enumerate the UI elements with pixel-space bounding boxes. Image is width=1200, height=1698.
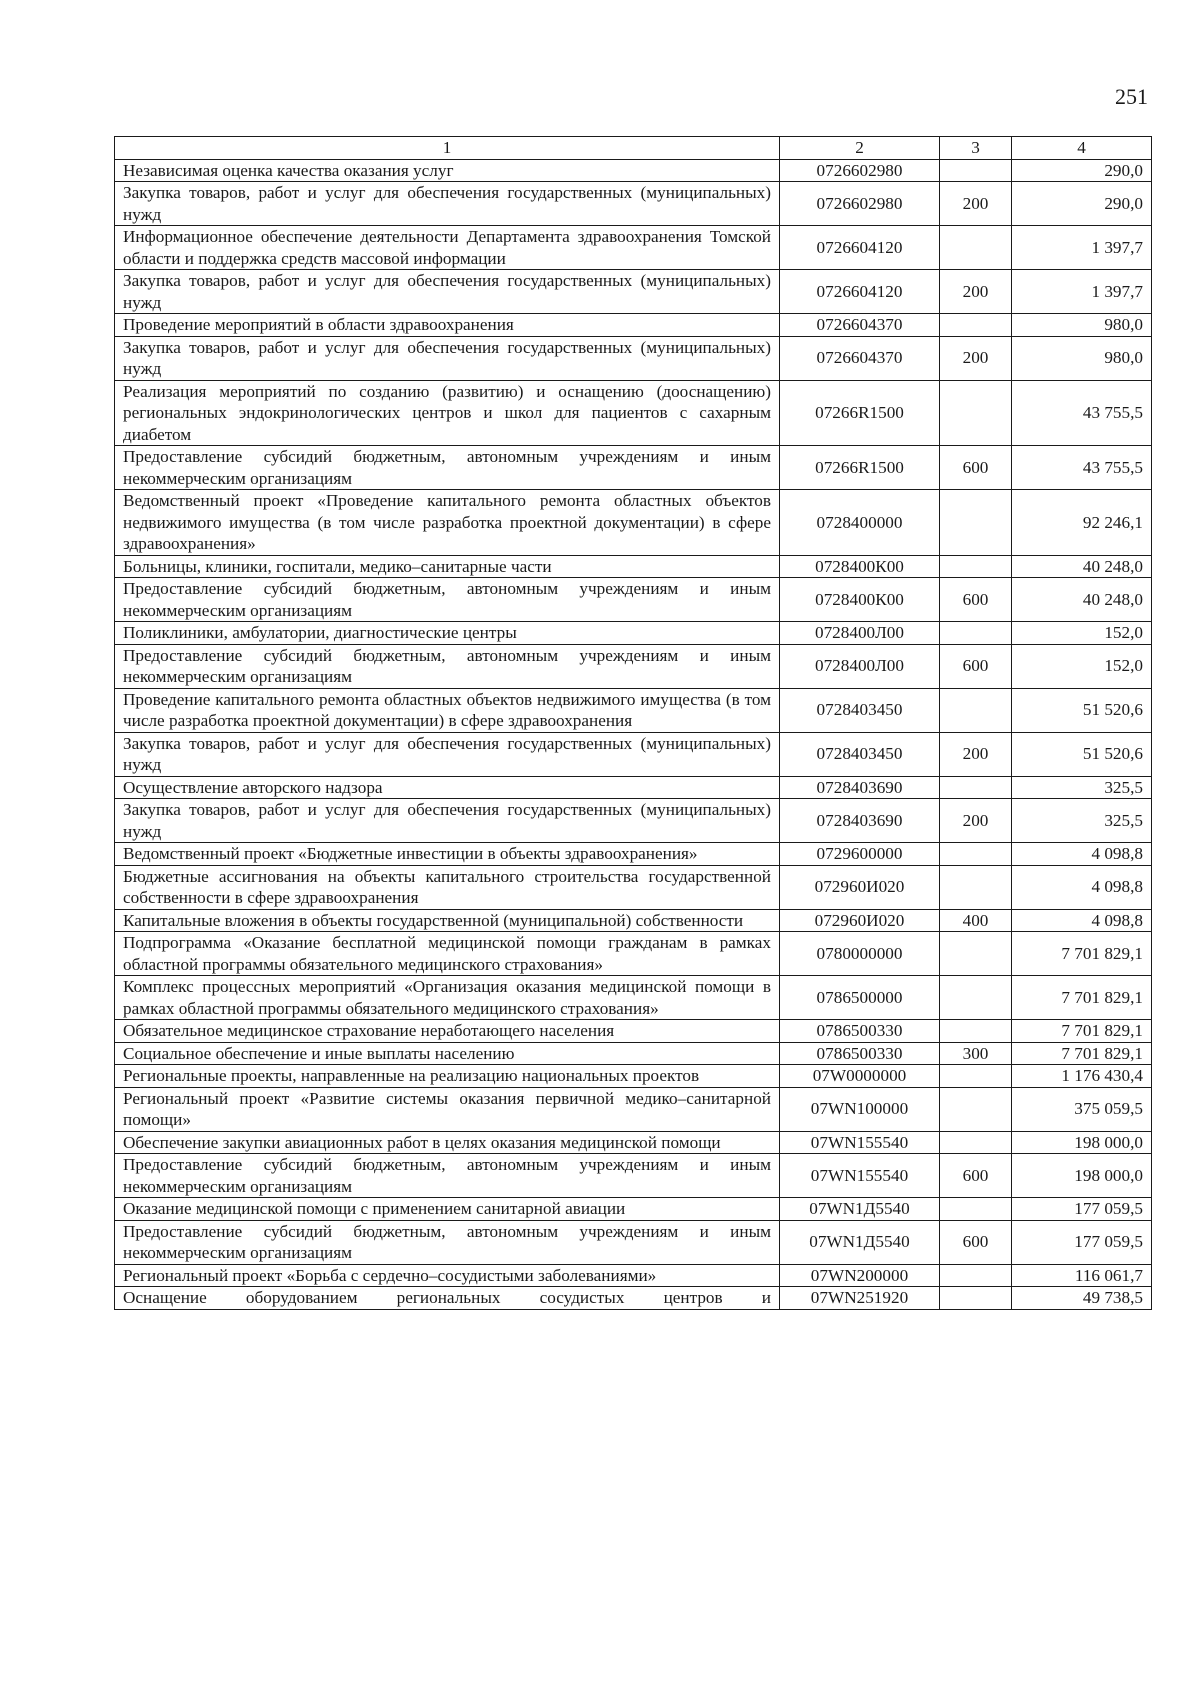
row-type-cell xyxy=(940,1287,1012,1310)
row-name-cell: Предоставление субсидий бюджетным, автономным учреждениям и иным некоммерческим организациям xyxy=(115,578,780,622)
row-name-cell: Капитальные вложения в объекты государственной (муниципальной) собственности xyxy=(115,909,780,932)
table-row xyxy=(115,490,1152,556)
row-name-cell: Предоставление субсидий бюджетным, автономным учреждениям и иным некоммерческим организациям xyxy=(115,446,780,490)
row-name-cell: Ведомственный проект «Бюджетные инвестиции в объекты здравоохранения» xyxy=(115,843,780,866)
row-name-cell: Бюджетные ассигнования на объекты капитального строительства государственной собственности в сфере здравоохранения xyxy=(115,865,780,909)
row-name-cell: Оснащение оборудованием региональных сосудистых центров и xyxy=(115,1287,780,1310)
table-row xyxy=(115,1264,1152,1287)
row-sum-cell: 325,5 xyxy=(1012,799,1152,843)
row-type-cell: 600 xyxy=(940,1154,1012,1198)
table-row xyxy=(115,1287,1152,1310)
row-sum-cell: 375 059,5 xyxy=(1012,1087,1152,1131)
table-row xyxy=(115,688,1152,732)
row-name-cell: Ведомственный проект «Проведение капитального ремонта областных объектов недвижимого имущества (в том числе разработка проектной документации) в сфере здравоохранения» xyxy=(115,490,780,556)
row-code-cell: 07WN251920 xyxy=(780,1287,940,1310)
row-type-cell: 600 xyxy=(940,644,1012,688)
row-sum-cell: 152,0 xyxy=(1012,622,1152,645)
row-type-cell xyxy=(940,843,1012,866)
row-code-cell: 07WN155540 xyxy=(780,1154,940,1198)
page-number: 251 xyxy=(1115,84,1148,109)
row-sum-cell: 40 248,0 xyxy=(1012,578,1152,622)
row-type-cell xyxy=(940,555,1012,578)
table-row xyxy=(115,1087,1152,1131)
table-row xyxy=(115,270,1152,314)
row-name-cell: Социальное обеспечение и иные выплаты населению xyxy=(115,1042,780,1065)
row-name-cell: Подпрограмма «Оказание бесплатной медицинской помощи гражданам в рамках областной программы обязательного медицинского страхования» xyxy=(115,932,780,976)
table-row xyxy=(115,799,1152,843)
row-sum-cell: 51 520,6 xyxy=(1012,688,1152,732)
row-code-cell: 07266R1500 xyxy=(780,446,940,490)
row-code-cell: 0786500000 xyxy=(780,976,940,1020)
row-sum-cell: 4 098,8 xyxy=(1012,865,1152,909)
row-name-cell: Оказание медицинской помощи с применением санитарной авиации xyxy=(115,1198,780,1221)
row-name-cell: Закупка товаров, работ и услуг для обеспечения государственных (муниципальных) нужд xyxy=(115,799,780,843)
row-type-cell xyxy=(940,1065,1012,1088)
row-name-cell: Закупка товаров, работ и услуг для обеспечения государственных (муниципальных) нужд xyxy=(115,732,780,776)
row-sum-cell: 290,0 xyxy=(1012,159,1152,182)
row-sum-cell: 116 061,7 xyxy=(1012,1264,1152,1287)
row-code-cell: 07266R1500 xyxy=(780,380,940,446)
row-sum-cell: 51 520,6 xyxy=(1012,732,1152,776)
row-name-cell: Больницы, клиники, госпитали, медико–санитарные части xyxy=(115,555,780,578)
table-row xyxy=(115,776,1152,799)
column-header-sum: 4 xyxy=(1012,137,1152,160)
row-code-cell: 0728400К00 xyxy=(780,555,940,578)
row-sum-cell: 152,0 xyxy=(1012,644,1152,688)
row-type-cell xyxy=(940,226,1012,270)
row-code-cell: 07WN1Д5540 xyxy=(780,1198,940,1221)
row-name-cell: Закупка товаров, работ и услуг для обеспечения государственных (муниципальных) нужд xyxy=(115,270,780,314)
table-row xyxy=(115,1020,1152,1043)
row-sum-cell: 290,0 xyxy=(1012,182,1152,226)
budget-table xyxy=(114,136,1152,1310)
row-name-cell: Закупка товаров, работ и услуг для обеспечения государственных (муниципальных) нужд xyxy=(115,182,780,226)
row-name-cell: Региональный проект «Борьба с сердечно–сосудистыми заболеваниями» xyxy=(115,1264,780,1287)
row-code-cell: 0729600000 xyxy=(780,843,940,866)
row-code-cell: 0726604370 xyxy=(780,336,940,380)
row-name-cell: Закупка товаров, работ и услуг для обеспечения государственных (муниципальных) нужд xyxy=(115,336,780,380)
table-row xyxy=(115,732,1152,776)
row-code-cell: 072960И020 xyxy=(780,909,940,932)
row-name-cell: Информационное обеспечение деятельности Департамента здравоохранения Томской области и поддержка средств массовой информации xyxy=(115,226,780,270)
row-type-cell xyxy=(940,622,1012,645)
row-sum-cell: 980,0 xyxy=(1012,314,1152,337)
row-sum-cell: 177 059,5 xyxy=(1012,1220,1152,1264)
row-sum-cell: 7 701 829,1 xyxy=(1012,1042,1152,1065)
row-code-cell: 07WN200000 xyxy=(780,1264,940,1287)
table-row xyxy=(115,1131,1152,1154)
table-row xyxy=(115,182,1152,226)
row-sum-cell: 40 248,0 xyxy=(1012,555,1152,578)
row-sum-cell: 43 755,5 xyxy=(1012,446,1152,490)
row-sum-cell: 1 176 430,4 xyxy=(1012,1065,1152,1088)
row-type-cell: 200 xyxy=(940,270,1012,314)
row-name-cell: Независимая оценка качества оказания услуг xyxy=(115,159,780,182)
table-row xyxy=(115,446,1152,490)
table-row xyxy=(115,909,1152,932)
row-type-cell xyxy=(940,1087,1012,1131)
row-type-cell xyxy=(940,1131,1012,1154)
row-name-cell: Предоставление субсидий бюджетным, автономным учреждениям и иным некоммерческим организациям xyxy=(115,1220,780,1264)
row-sum-cell: 177 059,5 xyxy=(1012,1198,1152,1221)
row-sum-cell: 1 397,7 xyxy=(1012,270,1152,314)
row-code-cell: 0728403450 xyxy=(780,688,940,732)
row-type-cell: 200 xyxy=(940,732,1012,776)
table-row xyxy=(115,336,1152,380)
row-type-cell xyxy=(940,490,1012,556)
row-code-cell: 072960И020 xyxy=(780,865,940,909)
row-code-cell: 0728400000 xyxy=(780,490,940,556)
row-name-cell: Предоставление субсидий бюджетным, автономным учреждениям и иным некоммерческим организациям xyxy=(115,1154,780,1198)
table-row xyxy=(115,865,1152,909)
row-type-cell xyxy=(940,932,1012,976)
table-row xyxy=(115,314,1152,337)
row-sum-cell: 7 701 829,1 xyxy=(1012,1020,1152,1043)
row-name-cell: Поликлиники, амбулатории, диагностические центры xyxy=(115,622,780,645)
row-name-cell: Обязательное медицинское страхование неработающего населения xyxy=(115,1020,780,1043)
row-name-cell: Предоставление субсидий бюджетным, автономным учреждениям и иным некоммерческим организациям xyxy=(115,644,780,688)
table-row xyxy=(115,932,1152,976)
table-row xyxy=(115,622,1152,645)
row-type-cell: 200 xyxy=(940,336,1012,380)
row-name-cell: Региональный проект «Развитие системы оказания первичной медико–санитарной помощи» xyxy=(115,1087,780,1131)
row-code-cell: 07W0000000 xyxy=(780,1065,940,1088)
row-type-cell xyxy=(940,865,1012,909)
row-type-cell xyxy=(940,776,1012,799)
table-row xyxy=(115,843,1152,866)
column-header-name: 1 xyxy=(115,137,780,160)
row-type-cell xyxy=(940,976,1012,1020)
table-row xyxy=(115,1154,1152,1198)
row-code-cell: 0726604370 xyxy=(780,314,940,337)
table-header-row xyxy=(115,137,1152,160)
row-code-cell: 0728400К00 xyxy=(780,578,940,622)
row-type-cell xyxy=(940,1264,1012,1287)
row-type-cell xyxy=(940,380,1012,446)
table-row xyxy=(115,578,1152,622)
row-code-cell: 0728400Л00 xyxy=(780,622,940,645)
row-sum-cell: 49 738,5 xyxy=(1012,1287,1152,1310)
row-type-cell xyxy=(940,159,1012,182)
row-type-cell: 300 xyxy=(940,1042,1012,1065)
row-sum-cell: 4 098,8 xyxy=(1012,843,1152,866)
column-header-type: 3 xyxy=(940,137,1012,160)
table-row xyxy=(115,644,1152,688)
row-code-cell: 0728400Л00 xyxy=(780,644,940,688)
row-name-cell: Проведение капитального ремонта областных объектов недвижимого имущества (в том числе разработка проектной документации) в сфере здравоохранения xyxy=(115,688,780,732)
table-row xyxy=(115,976,1152,1020)
row-sum-cell: 198 000,0 xyxy=(1012,1154,1152,1198)
table-row xyxy=(115,1042,1152,1065)
column-header-code: 2 xyxy=(780,137,940,160)
row-code-cell: 0728403450 xyxy=(780,732,940,776)
row-name-cell: Проведение мероприятий в области здравоохранения xyxy=(115,314,780,337)
row-code-cell: 0726604120 xyxy=(780,270,940,314)
row-name-cell: Региональные проекты, направленные на реализацию национальных проектов xyxy=(115,1065,780,1088)
row-type-cell xyxy=(940,314,1012,337)
row-type-cell xyxy=(940,1020,1012,1043)
table-row xyxy=(115,380,1152,446)
row-type-cell: 400 xyxy=(940,909,1012,932)
row-sum-cell: 198 000,0 xyxy=(1012,1131,1152,1154)
row-code-cell: 07WN1Д5540 xyxy=(780,1220,940,1264)
row-code-cell: 0726602980 xyxy=(780,182,940,226)
table-row xyxy=(115,1198,1152,1221)
row-sum-cell: 7 701 829,1 xyxy=(1012,932,1152,976)
table-row xyxy=(115,1220,1152,1264)
row-sum-cell: 92 246,1 xyxy=(1012,490,1152,556)
row-sum-cell: 43 755,5 xyxy=(1012,380,1152,446)
row-name-cell: Обеспечение закупки авиационных работ в целях оказания медицинской помощи xyxy=(115,1131,780,1154)
row-code-cell: 0728403690 xyxy=(780,776,940,799)
row-type-cell: 600 xyxy=(940,446,1012,490)
row-type-cell xyxy=(940,688,1012,732)
row-name-cell: Комплекс процессных мероприятий «Организация оказания медицинской помощи в рамках областной программы обязательного медицинского страхования» xyxy=(115,976,780,1020)
row-sum-cell: 325,5 xyxy=(1012,776,1152,799)
row-sum-cell: 4 098,8 xyxy=(1012,909,1152,932)
row-type-cell: 200 xyxy=(940,799,1012,843)
row-code-cell: 07WN100000 xyxy=(780,1087,940,1131)
row-code-cell: 0726604120 xyxy=(780,226,940,270)
row-name-cell: Осуществление авторского надзора xyxy=(115,776,780,799)
table-row xyxy=(115,1065,1152,1088)
row-code-cell: 07WN155540 xyxy=(780,1131,940,1154)
row-code-cell: 0726602980 xyxy=(780,159,940,182)
row-sum-cell: 1 397,7 xyxy=(1012,226,1152,270)
row-code-cell: 0780000000 xyxy=(780,932,940,976)
table-row xyxy=(115,555,1152,578)
row-type-cell: 600 xyxy=(940,578,1012,622)
row-type-cell xyxy=(940,1198,1012,1221)
row-type-cell: 200 xyxy=(940,182,1012,226)
row-sum-cell: 7 701 829,1 xyxy=(1012,976,1152,1020)
row-code-cell: 0786500330 xyxy=(780,1020,940,1043)
row-code-cell: 0786500330 xyxy=(780,1042,940,1065)
row-type-cell: 600 xyxy=(940,1220,1012,1264)
row-code-cell: 0728403690 xyxy=(780,799,940,843)
row-sum-cell: 980,0 xyxy=(1012,336,1152,380)
table-row xyxy=(115,159,1152,182)
table-body xyxy=(115,137,1152,1310)
row-name-cell: Реализация мероприятий по созданию (развитию) и оснащению (дооснащению) региональных эндокринологических центров и школ для пациентов с сахарным диабетом xyxy=(115,380,780,446)
table-row xyxy=(115,226,1152,270)
